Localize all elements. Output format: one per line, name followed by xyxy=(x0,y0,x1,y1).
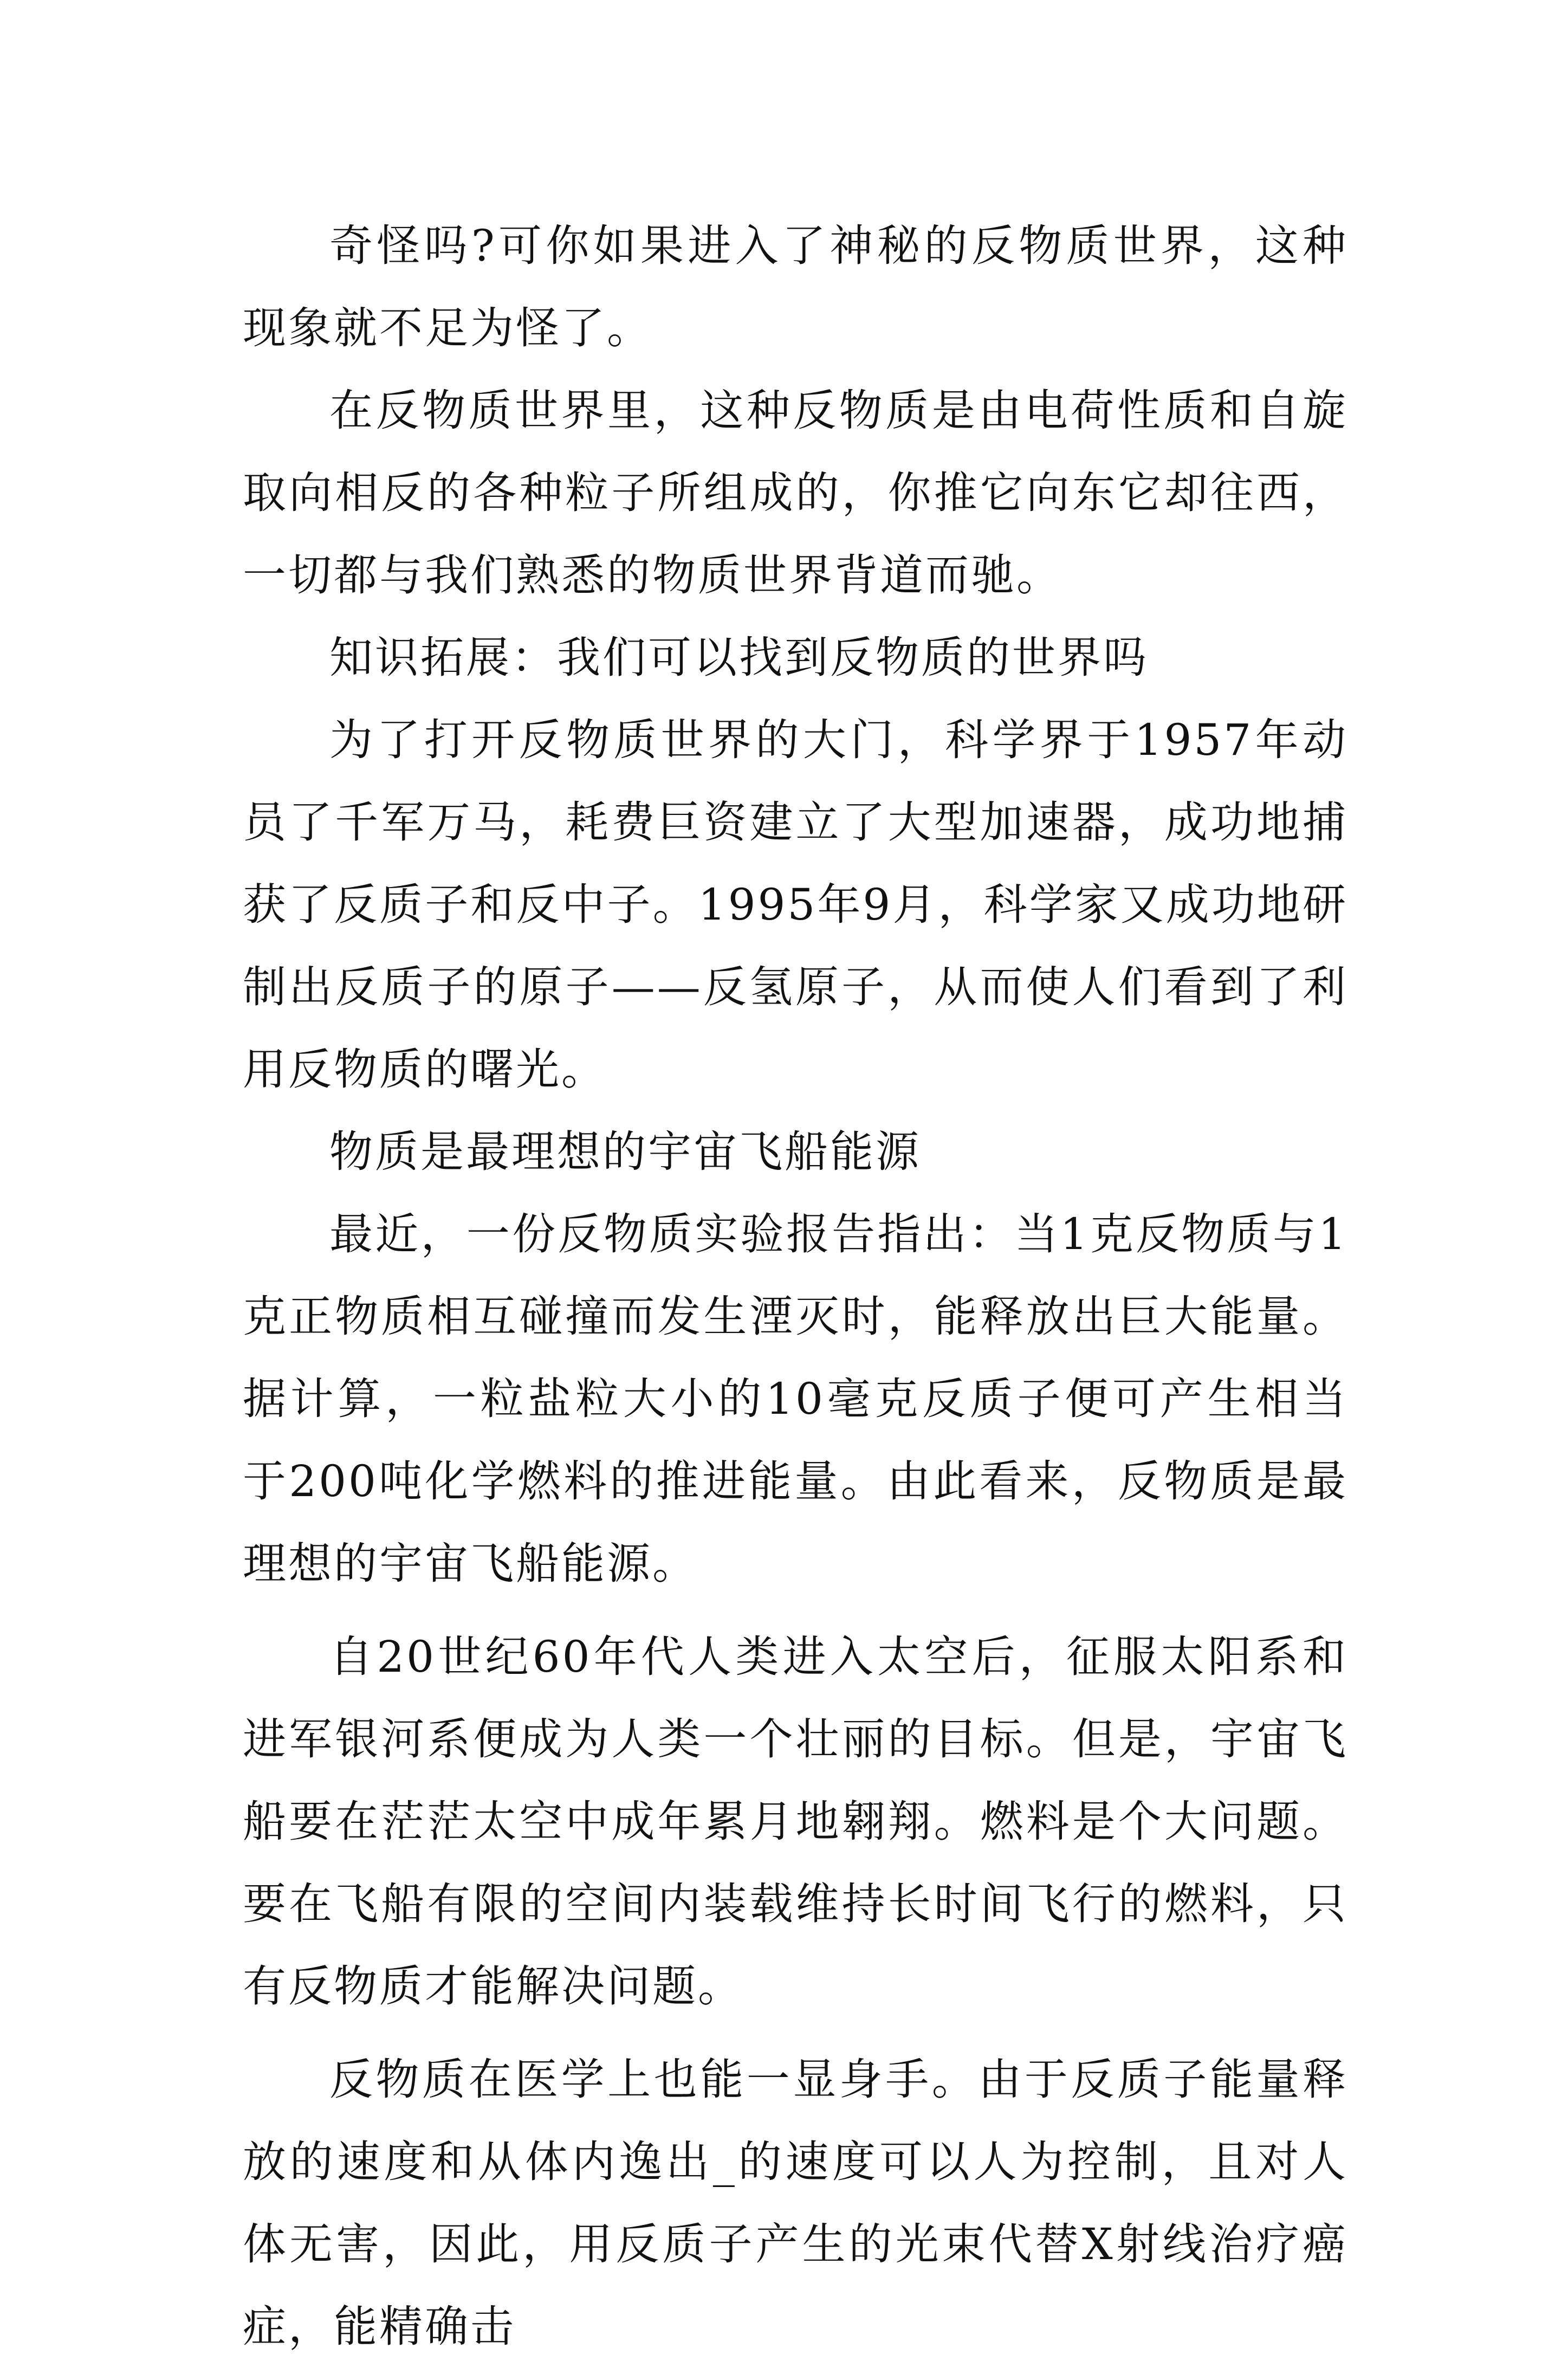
document-body xyxy=(243,205,1348,2368)
section-heading-spaceship-energy: 物质是最理想的宇宙飞船能源 xyxy=(329,1127,921,1177)
paragraph-3: 为了打开反物质世界的大门，科学界于1957年动员了千军万马，耗费巨资建立了大型加速器，成功地捕获了反质子和反中子。1995年9月，科学家又成功地研制出反质子的原子——反氢原子，从而使人们看到了利用反物质的曙光。 xyxy=(243,715,1348,1095)
paragraph-5: 自20世纪60年代人类进入太空后，征服太阳系和进军银河系便成为人类一个壮丽的目标。但是，宇宙飞船要在茫茫太空中成年累月地翱翔。燃料是个大问题。要在飞船有限的空间内装载维持长时间飞行的燃料，只有反物质才能解决问题。 xyxy=(243,1632,1348,2011)
paragraph-4: 最近，一份反物质实验报告指出：当1克反物质与1克正物质相互碰撞而发生湮灭时，能释放出巨大能量。据计算，一粒盐粒大小的10毫克反质子便可产生相当于200吨化学燃料的推进能量。由此看来，反物质是最理想的宇宙飞船能源。 xyxy=(243,1209,1348,1589)
paragraph-6: 反物质在医学上也能一显身手。由于反质子能量释放的速度和从体内逸出_的速度可以人为控制，且对人体无害，因此，用反质子产生的光束代替X射线治疗癌症，能精确击 xyxy=(243,2054,1348,2352)
paragraph-1: 奇怪吗?可你如果进入了神秘的反物质世界，这种现象就不足为怪了。 xyxy=(243,221,1348,353)
paragraph-2: 在反物质世界里，这种反物质是由电荷性质和自旋取向相反的各种粒子所组成的，你推它向东它却往西，一切都与我们熟悉的物质世界背道而驰。 xyxy=(243,385,1348,600)
section-heading-knowledge-extension: 知识拓展：我们可以找到反物质的世界吗 xyxy=(329,632,1149,683)
